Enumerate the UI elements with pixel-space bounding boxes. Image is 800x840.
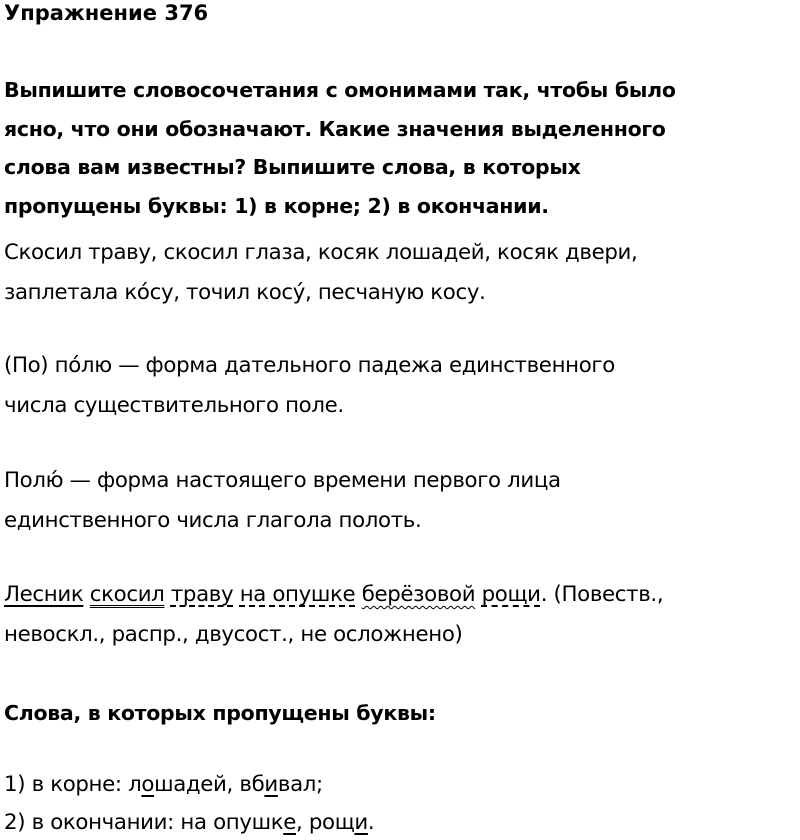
missing-ending-letter-2: и	[354, 810, 368, 835]
sentence-adverbial: на опушке	[239, 582, 356, 607]
missing-ending-rest-2: .	[367, 810, 375, 835]
exercise-title: Упражнение 376	[4, 1, 209, 25]
sentence-attribute: берёзовой	[361, 582, 476, 607]
sentence-subject: Лесник	[4, 582, 84, 607]
missing-root-letter-2: и	[264, 772, 278, 797]
task-line-2: ясно, что они обозначают. Какие значения выделенного	[4, 117, 666, 141]
sentence-object: траву	[170, 582, 234, 607]
phrases-line-2: заплетала ко́су, точил косу́, песчаную косу.	[4, 280, 486, 305]
missing-ending-letter-1: е	[283, 810, 296, 835]
polyu-noun-line-1: (По) по́лю — форма дательного падежа единственного	[4, 353, 615, 378]
parsed-sentence-line-2: невоскл., распр., двусост., не осложнено)	[4, 622, 463, 647]
missing-root-prefix: 1) в корне: л	[4, 772, 142, 797]
task-line-1: Выпишите словосочетания с омонимами так, чтобы было	[4, 78, 676, 102]
missing-letters-heading: Слова, в которых пропущены буквы:	[4, 701, 436, 725]
phrases-line-1: Скосил траву, скосил глаза, косяк лошадей, косяк двери,	[4, 240, 638, 265]
sentence-end-punct: . (Повеств.,	[540, 582, 664, 607]
polyu-verb-line-2: единственного числа глагола полоть.	[4, 508, 422, 533]
missing-root-letter-1: о	[141, 772, 155, 797]
missing-root-rest-1: шадей, вб	[154, 772, 265, 797]
missing-root-rest-2: вал;	[277, 772, 323, 797]
polyu-noun-line-2: числа существительного поле.	[4, 393, 344, 418]
missing-ending-line	[4, 812, 374, 833]
missing-ending-prefix: 2) в окончании: на опушк	[4, 810, 284, 835]
missing-ending-rest-1: , рощ	[296, 810, 355, 835]
polyu-verb-line-1: Полю́ — форма настоящего времени первого лица	[4, 468, 561, 493]
parsed-sentence-line-1	[4, 584, 663, 605]
sentence-predicate: скосил	[89, 582, 165, 607]
task-line-4: пропущены буквы: 1) в корне; 2) в окончании.	[4, 194, 549, 218]
missing-root-line	[4, 774, 323, 795]
task-line-3: слова вам известны? Выпишите слова, в которых	[4, 155, 581, 179]
sentence-noun: рощи	[481, 582, 541, 607]
